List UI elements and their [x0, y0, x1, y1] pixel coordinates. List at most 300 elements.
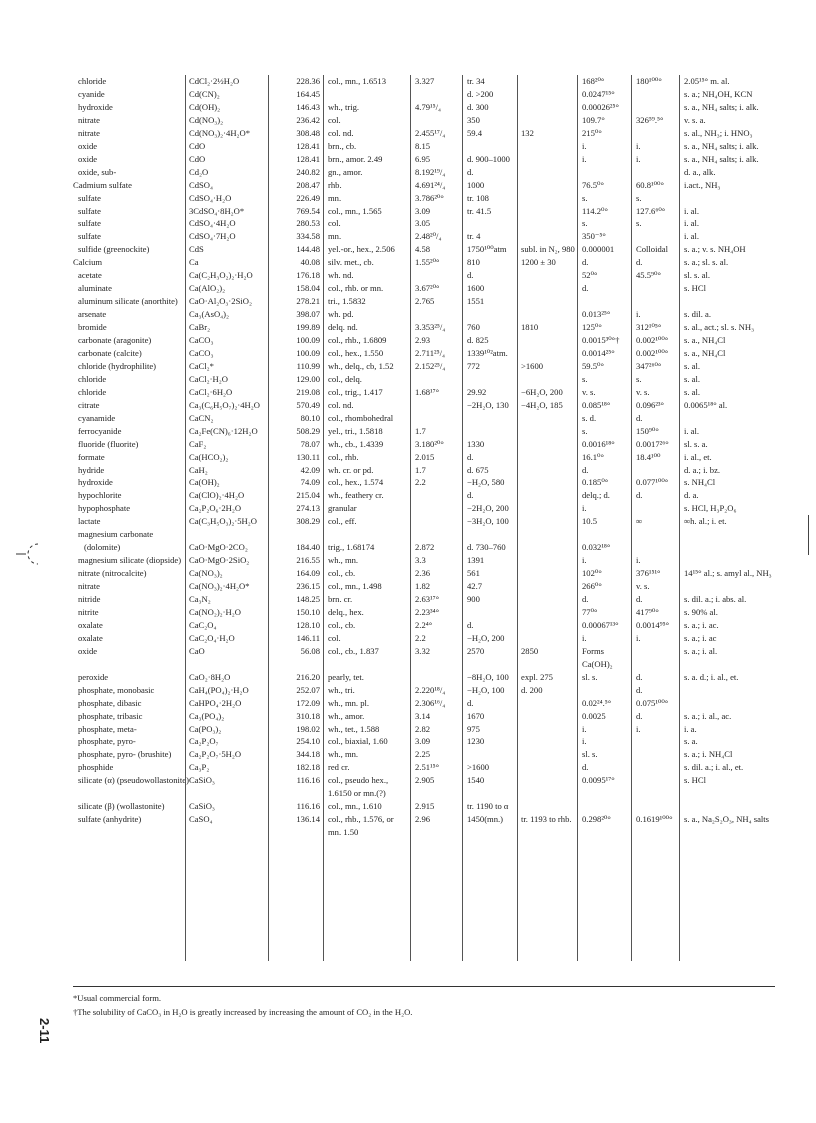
specific-gravity: 4.79¹⁵/₄ [415, 101, 441, 112]
formula: Ca(OH)₂ [189, 477, 220, 488]
formula-weight: 176.18 [296, 270, 320, 281]
table-row [0, 489, 816, 501]
melting-point: d. 900–1000 [467, 153, 510, 164]
table-row [0, 515, 816, 527]
crystal-form: col., rhb. [328, 451, 359, 462]
compound-name: sulfate [78, 218, 101, 229]
compound-name: phosphate, pyro- (brushite) [78, 749, 172, 760]
crystal-form: col., hex., 1.550 [328, 347, 384, 358]
table-row [0, 632, 816, 644]
solubility-other: 14¹⁵° al.; s. amyl al., NH₃ [684, 568, 772, 579]
solubility-cold-water: i. [582, 736, 587, 747]
compound-name: arsenate [78, 309, 107, 320]
compound-name: oxide [78, 153, 98, 164]
crystal-form: col., mn., 1.6513 [328, 76, 387, 86]
column-divider [577, 75, 578, 961]
melting-point: d. 825 [467, 335, 489, 345]
specific-gravity: 4.691²⁴/₄ [415, 179, 446, 190]
boiling-point: tr. 1193 to rhb. [521, 814, 572, 825]
column-divider [679, 75, 680, 961]
crystal-form: col., eff. [328, 516, 357, 527]
solubility-cold-water: 0.02²⁴.⁵° [582, 697, 612, 708]
formula-weight: 158.04 [296, 283, 320, 294]
solubility-cold-water: 0.000001 [582, 244, 615, 255]
melting-point: 1391 [467, 555, 485, 566]
formula-weight: 40.08 [300, 257, 320, 268]
crystal-form: yel.-or., hex., 2.506 [328, 244, 395, 255]
compound-name: bromide [78, 322, 107, 333]
solubility-cold-water: s. [582, 192, 588, 203]
compound-name: phosphate, monobasic [78, 684, 155, 695]
specific-gravity: 3.3 [415, 555, 426, 566]
solubility-other: i.act., NH₃ [684, 179, 721, 190]
crystal-form: mn. [328, 231, 342, 242]
formula-weight: 278.21 [296, 296, 320, 307]
formula: Cd(OH)₂ [189, 101, 221, 112]
formula: CdO [189, 140, 206, 151]
compound-name: chloride (hydrophilite) [78, 360, 157, 371]
solubility-other: s. a.; v. s. NH₄OH [684, 244, 746, 255]
boiling-point: −4H₂O, 185 [521, 399, 563, 410]
formula-weight: 398.07 [296, 309, 320, 320]
solubility-hot-water: 326⁵⁹.⁵° [636, 114, 664, 125]
formula-weight: 136.14 [296, 814, 320, 825]
solubility-hot-water: ∞ [636, 516, 643, 527]
table-row [0, 114, 816, 126]
formula-weight: 198.02 [296, 723, 320, 734]
melting-point: d. [467, 697, 474, 708]
solubility-other: d. a., alk. [684, 166, 716, 177]
crystal-form: silv. met., cb. [328, 257, 374, 268]
table-row [0, 399, 816, 411]
solubility-other: i. al., et. [684, 451, 712, 462]
solubility-cold-water: delq.; d. [582, 490, 610, 501]
table-row [0, 179, 816, 191]
specific-gravity: 3.05 [415, 218, 431, 229]
formula-weight: 310.18 [296, 710, 320, 721]
table-row [0, 800, 816, 812]
table-row [0, 360, 816, 372]
table-row [0, 645, 816, 657]
solubility-cold-water: 109.7° [582, 114, 605, 125]
melting-point: 1450(mn.) [467, 814, 504, 825]
solubility-other: s. NH₄Cl [684, 477, 716, 488]
solubility-cold-water: 76.5⁰° [582, 179, 604, 190]
crystal-form: col. [328, 218, 341, 229]
table-row [0, 723, 816, 735]
solubility-cold-water: 266⁰° [582, 581, 602, 592]
crystal-form: wh., amor. [328, 710, 365, 721]
table-row [0, 75, 816, 87]
compound-name: (dolomite) [84, 542, 121, 553]
formula-weight: 508.29 [296, 425, 320, 436]
solubility-cold-water: s. [582, 218, 588, 229]
formula-weight: 216.55 [296, 555, 320, 566]
formula-weight: 78.07 [300, 438, 320, 449]
solubility-hot-water: 0.1619¹⁰⁰° [636, 814, 673, 825]
crystal-form: col., rhombohedral [328, 412, 394, 423]
solubility-hot-water: v. s. [636, 581, 650, 592]
compound-name: sulfate [78, 192, 101, 203]
compound-name: lactate [78, 516, 101, 527]
solubility-hot-water: d. [636, 412, 643, 423]
solubility-cold-water: 114.2⁰° [582, 205, 608, 216]
solubility-hot-water: d. [636, 257, 643, 268]
column-divider [517, 75, 518, 961]
compound-name: cyanamide [78, 412, 116, 423]
table-row [0, 88, 816, 100]
solubility-cold-water: d. [582, 594, 589, 604]
solubility-hot-water: d. [636, 594, 643, 604]
solubility-other: s. a. [684, 736, 698, 747]
solubility-cold-water: sl. s. [582, 749, 598, 760]
table-row [0, 386, 816, 398]
solubility-hot-water: 18.4¹⁰⁰ [636, 451, 661, 462]
solubility-cold-water: 125⁰° [582, 322, 602, 333]
solubility-cold-water: Forms [582, 645, 604, 656]
crystal-form: wh. pd. [328, 309, 354, 320]
specific-gravity: 3.09 [415, 205, 431, 216]
crystal-form: wh., mn. pl. [328, 697, 370, 708]
compound-name: aluminate [78, 283, 112, 294]
specific-gravity: 1.7 [415, 464, 426, 475]
specific-gravity: 4.58 [415, 244, 431, 255]
formula-weight: 128.41 [296, 153, 320, 164]
table-row [0, 710, 816, 722]
specific-gravity: 2.82 [415, 723, 431, 734]
melting-point: −2H₂O, 200 [467, 503, 509, 514]
formula-weight: 199.89 [296, 322, 320, 333]
solubility-cold-water: d. [582, 257, 589, 268]
formula-weight: 208.47 [296, 179, 320, 190]
solubility-hot-water: 150⁹⁰° [636, 425, 659, 436]
crystal-form: red cr. [328, 762, 350, 773]
formula: Ca₃(AsO₄)₂ [189, 309, 230, 320]
formula: Ca(PO₃)₂ [189, 723, 222, 734]
formula-weight: 219.08 [296, 386, 320, 397]
crystal-form: col., mn., 1.565 [328, 205, 382, 216]
solubility-other: s. a.; i. NH₄Cl [684, 749, 733, 760]
formula: CdSO₄·4H₂O [189, 218, 236, 229]
melting-point: d. [467, 270, 474, 281]
solubility-cold-water: 0.185⁰° [582, 477, 609, 488]
solubility-other: sl. s. a. [684, 438, 708, 449]
crystal-form: wh., delq., cb, 1.52 [328, 360, 394, 371]
formula-weight: 274.13 [296, 503, 320, 514]
melting-point: −H₂O, 100 [467, 684, 505, 695]
compound-name: fluoride (fluorite) [78, 438, 139, 449]
formula: Ca(NO₂)₂·H₂O [189, 606, 241, 617]
compound-name: peroxide [78, 671, 109, 682]
compound-name: hydroxide [78, 101, 113, 112]
specific-gravity: 1.55²⁰° [415, 257, 440, 268]
formula: CaSO₄ [189, 814, 213, 825]
footnote-commercial-form: *Usual commercial form. [73, 993, 162, 1003]
solubility-hot-water: 0.075¹⁰⁰° [636, 697, 669, 708]
compound-name: oxalate [78, 619, 103, 630]
solubility-other: s. al., NH₃; i. HNO₃ [684, 127, 753, 138]
crystal-form: rhb. [328, 179, 342, 190]
formula: Ca₃(C₆H₅O₇)₂·4H₂O [189, 399, 260, 410]
table-row [0, 230, 816, 242]
solubility-other: s. a., NH₄ salts; i. alk. [684, 153, 759, 164]
melting-point: d. >200 [467, 88, 494, 99]
solubility-other: v. s. a. [684, 114, 706, 125]
compound-name: nitrite [78, 606, 99, 617]
table-row [0, 761, 816, 773]
crystal-form: col. [328, 114, 341, 125]
crystal-form: wh., mn. [328, 555, 359, 566]
solubility-other: s. dil. a.; i. abs. al. [684, 594, 747, 604]
melting-point: 350 [467, 114, 480, 125]
solubility-hot-water: 0.0014⁹⁵° [636, 619, 670, 630]
solubility-other: s. a.; sl. s. al. [684, 257, 729, 268]
melting-point: 975 [467, 723, 480, 734]
table-row [0, 541, 816, 553]
specific-gravity: 2.872 [415, 542, 435, 553]
formula-weight: 236.42 [296, 114, 320, 125]
crystal-form: col., mn., 1.610 [328, 801, 382, 812]
compound-name: silicate (α) (pseudowollastonite) [78, 775, 189, 786]
formula: Ca₃P₂ [189, 762, 210, 773]
formula: Cd₂O [189, 166, 209, 177]
melting-point: tr. 108 [467, 192, 489, 203]
formula: CdSO₄·H₂O [189, 192, 232, 203]
boiling-point: −6H₂O, 200 [521, 386, 563, 397]
melting-point: tr. 34 [467, 76, 485, 86]
melting-point: d. 300 [467, 101, 489, 112]
melting-point: 1750¹⁰⁰atm [467, 244, 507, 255]
specific-gravity: 2.25 [415, 749, 431, 760]
compound-name: sulfate [78, 205, 101, 216]
solubility-hot-water: i. [636, 153, 641, 164]
solubility-cold-water: s. [582, 373, 588, 384]
specific-gravity: 1.7 [415, 425, 426, 436]
solubility-other: s. a. d.; i. al., et. [684, 671, 739, 682]
solubility-cold-water: 0.0014²⁵° [582, 347, 615, 358]
solubility-other: s. a., NH₄ salts; i. alk. [684, 140, 759, 151]
formula: CdO [189, 153, 206, 164]
solubility-other: s. 90% al. [684, 606, 718, 617]
solubility-cold-water: 0.0247¹⁵° [582, 88, 615, 99]
compound-name: nitride [78, 594, 101, 604]
specific-gravity: 2.2 [415, 477, 426, 488]
crystal-form: trig., 1.68174 [328, 542, 375, 553]
formula-weight: 164.45 [296, 88, 320, 99]
specific-gravity: 1.68¹⁷° [415, 386, 440, 397]
table-row [0, 153, 816, 165]
melting-point: 29.92 [467, 386, 487, 397]
melting-point: d. [467, 451, 474, 462]
specific-gravity: 2.2⁴° [415, 619, 433, 630]
solubility-cold-water: 0.0025 [582, 710, 606, 721]
compound-name: sulfate [78, 231, 101, 242]
solubility-hot-water: 0.096²³° [636, 399, 664, 410]
table-row [0, 593, 816, 605]
compound-name: cyanide [78, 88, 105, 99]
compound-name: chloride [78, 373, 107, 384]
melting-point: −2H₂O, 130 [467, 399, 509, 410]
formula-weight: 184.40 [296, 542, 320, 553]
crystal-form: col., mn., 1.498 [328, 581, 382, 592]
formula: Ca₃(PO₄)₂ [189, 710, 225, 721]
formula-weight: 146.43 [296, 101, 320, 112]
specific-gravity: 2.93 [415, 335, 431, 345]
solubility-cold-water: v. s. [582, 386, 596, 397]
specific-gravity: 1.82 [415, 581, 431, 592]
specific-gravity: 3.180²⁰° [415, 438, 444, 449]
solubility-other: i. al. [684, 218, 700, 229]
table-row [0, 580, 816, 592]
solubility-other: s. HCl [684, 283, 706, 294]
table-row [0, 295, 816, 307]
table-row [0, 334, 816, 346]
table-bottom-rule [73, 986, 775, 987]
solubility-cold-water: 0.085¹⁸° [582, 399, 611, 410]
formula-weight: 236.15 [296, 581, 320, 592]
solubility-cold-water: i. [582, 153, 587, 164]
compound-name: nitrate [78, 114, 100, 125]
table-row [0, 671, 816, 683]
compound-name: aluminum silicate (anorthite) [78, 296, 178, 307]
solubility-hot-water: 347²⁶⁰° [636, 360, 662, 371]
formula: Cd(NO₃)₂·4H₂O* [189, 127, 251, 138]
solubility-hot-water: i. [636, 632, 641, 643]
solubility-hot-water: 127.6⁶⁰° [636, 205, 666, 216]
melting-point: 2570 [467, 645, 485, 656]
solubility-other: s. HCl, H₃P₂O₆ [684, 503, 737, 514]
solubility-cold-water: 10.5 [582, 516, 598, 527]
crystal-form: wh., tri. [328, 684, 355, 695]
solubility-cold-water: s. [582, 425, 588, 436]
solubility-hot-water: i. [636, 723, 641, 734]
crystal-form: pearly, tet. [328, 671, 364, 682]
specific-gravity: 2.152²⁵/₄ [415, 360, 446, 371]
solubility-cold-water: 59.5⁰° [582, 360, 604, 371]
table-row [0, 282, 816, 294]
melting-point: 900 [467, 594, 480, 604]
column-divider [323, 75, 324, 961]
formula: CaO·MgO·2SiO₂ [189, 555, 250, 566]
binding-hole-mark-icon [16, 540, 48, 568]
formula-weight: 100.09 [296, 335, 320, 345]
compound-name: oxide [78, 140, 98, 151]
table-row [0, 774, 816, 786]
specific-gravity: 2.711²⁵/₄ [415, 347, 445, 358]
compound-name: sulfide (greenockite) [78, 244, 150, 255]
solubility-cold-water: 0.013²⁵° [582, 309, 611, 320]
solubility-cold-water: 215⁰° [582, 127, 602, 138]
formula-weight: 116.16 [296, 775, 320, 786]
formula: CaSiO₃ [189, 775, 215, 786]
compound-name: chloride [78, 76, 107, 86]
crystal-form: col., cb., 1.837 [328, 645, 379, 656]
formula-weight: 308.48 [296, 127, 320, 138]
compound-name: nitrate (nitrocalcite) [78, 568, 147, 579]
table-row [0, 321, 816, 333]
formula: CaCO₃ [189, 347, 214, 358]
boiling-point: d. 200 [521, 684, 543, 695]
formula: CaCl₂·H₂O [189, 373, 228, 384]
formula: Ca(AlO₂)₂ [189, 283, 226, 294]
solubility-other: s. a.; i. ac. [684, 619, 719, 630]
crystal-form: brn. cr. [328, 594, 353, 604]
solubility-hot-water: s. [636, 373, 642, 384]
formula-weight: 128.10 [296, 619, 320, 630]
crystal-form: mn. [328, 192, 342, 203]
crystal-form: col. [328, 632, 341, 643]
formula: Cd(NO₃)₂ [189, 114, 224, 125]
table-row [0, 476, 816, 488]
specific-gravity: 2.220¹⁸/₄ [415, 684, 446, 695]
formula-weight: 769.54 [296, 205, 320, 216]
solubility-cold-water: i. [582, 555, 587, 566]
solubility-other: s. a.; i. ac [684, 632, 717, 643]
formula: Ca(ClO)₂·4H₂O [189, 490, 245, 501]
formula: CaC₂O₄ [189, 619, 217, 630]
formula: CaO·MgO·2CO₂ [189, 542, 248, 553]
specific-gravity: 2.306¹⁶/₄ [415, 697, 446, 708]
formula-weight: 334.58 [296, 231, 320, 242]
specific-gravity: 3.32 [415, 645, 431, 656]
formula: CaCN₂ [189, 412, 214, 423]
solubility-cold-water: Ca(OH)₂ [582, 658, 613, 669]
formula-weight: 148.25 [296, 594, 320, 604]
solubility-other: s. al., act.; sl. s. NH₃ [684, 322, 755, 333]
compound-name: formate [78, 451, 105, 462]
formula: Ca(NO₃)₂ [189, 568, 223, 579]
table-row [0, 166, 816, 178]
solubility-other: i. al. [684, 425, 700, 436]
compound-name: nitrate [78, 581, 100, 592]
table-row [0, 192, 816, 204]
formula-weight: 116.16 [296, 801, 320, 812]
table-row [0, 619, 816, 631]
compound-name: oxide [78, 645, 98, 656]
solubility-cold-water: 102⁰° [582, 568, 602, 579]
table-row [0, 606, 816, 618]
boiling-point: 1200 ± 30 [521, 257, 556, 268]
compound-name: sulfate (anhydrite) [78, 814, 142, 825]
crystal-form: mn. 1.50 [328, 827, 359, 838]
column-divider [268, 75, 269, 961]
solubility-cold-water: 52⁰° [582, 270, 598, 281]
melting-point: 1000 [467, 179, 485, 190]
crystal-form: wh., cb., 1.4339 [328, 438, 384, 449]
column-divider [410, 75, 411, 961]
compound-name: hypophosphate [78, 503, 131, 514]
solubility-cold-water: 0.032¹⁸° [582, 542, 611, 553]
compound-name: citrate [78, 399, 100, 410]
table-row [0, 256, 816, 268]
compound-name: hydroxide [78, 477, 113, 488]
formula-weight: 308.29 [296, 516, 320, 527]
solubility-other: i. a. [684, 723, 697, 734]
crystal-form: col., delq. [328, 373, 362, 384]
specific-gravity: 6.95 [415, 153, 431, 164]
formula: Ca(HCO₂)₂ [189, 451, 229, 462]
specific-gravity: 3.09 [415, 736, 431, 747]
melting-point: tr. 1190 to α [467, 801, 509, 812]
compound-name: hypochlorite [78, 490, 122, 501]
melting-point: tr. 4 [467, 231, 481, 242]
table-row [0, 554, 816, 566]
formula-weight: 252.07 [296, 684, 320, 695]
crystal-form: delq. nd. [328, 322, 358, 333]
solubility-other: d. a. [684, 490, 699, 501]
formula: CaO·Al₂O₃·2SiO₂ [189, 296, 252, 307]
crystal-form: col., biaxial, 1.60 [328, 736, 388, 747]
